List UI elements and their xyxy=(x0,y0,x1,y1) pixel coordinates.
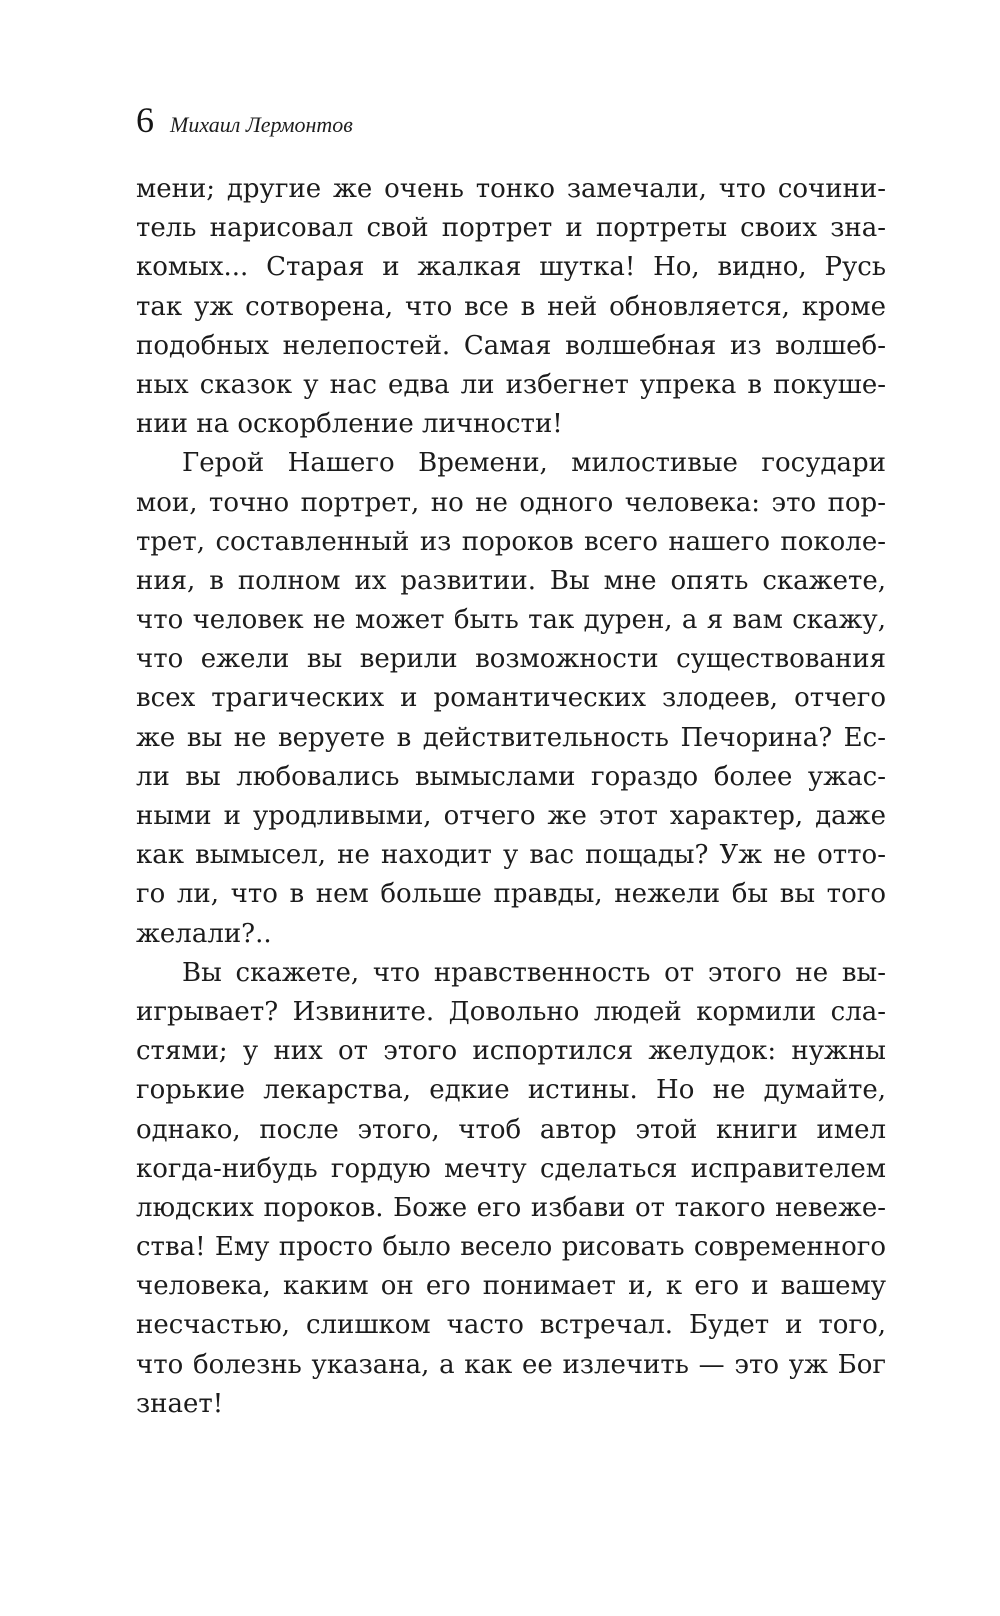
text-line: желали?.. xyxy=(136,918,272,949)
text-line: трет, составленный из пороков всего нашего поколе- xyxy=(136,526,886,557)
text-line: горькие лекарства, едкие истины. Но не думайте, xyxy=(136,1075,886,1106)
text-line: ных сказок у нас едва ли избегнет упрека в покуше- xyxy=(136,369,886,400)
paragraph xyxy=(136,444,886,953)
page-number: 6 xyxy=(136,100,154,140)
text-line: однако, после этого, чтоб автор этой книги имел xyxy=(136,1114,886,1145)
text-line: что болезнь указана, а как ее излечить — это уж Бог xyxy=(136,1349,886,1380)
text-line: как вымысел, не находит у вас пощады? Уж не отто- xyxy=(136,840,886,871)
text-line: стями; у них от этого испортился желудок: нужны xyxy=(136,1036,886,1067)
text-line: ными и уродливыми, отчего же этот характер, даже xyxy=(136,801,886,831)
text-line: знает! xyxy=(136,1388,224,1419)
text-line: что человек не может быть так дурен, а я вам скажу, xyxy=(136,605,886,636)
text-line: ли вы любовались вымыслами гораздо более ужас- xyxy=(136,761,886,792)
text-line: людских пороков. Боже его избави от такого невеже- xyxy=(136,1192,886,1223)
text-line: что ежели вы верили возможности существования xyxy=(136,644,886,675)
paragraph xyxy=(136,170,886,444)
text-line: мени; другие же очень тонко замечали, что сочини- xyxy=(136,174,886,204)
text-line: мои, точно портрет, но не одного человека: это пор- xyxy=(136,487,886,518)
text-line: так уж сотворена, что все в ней обновляется, кроме xyxy=(136,291,886,322)
text-line: игрывает? Извините. Довольно людей кормили сла- xyxy=(136,996,886,1027)
paragraph xyxy=(136,954,886,1424)
text-line: несчастью, слишком часто встречал. Будет и того, xyxy=(136,1310,886,1341)
text-line: когда-нибудь гордую мечту сделаться исправителем xyxy=(136,1153,886,1184)
text-line: же вы не веруете в действительность Печорина? Ес- xyxy=(136,722,886,753)
text-line: Вы скажете, что нравственность от этого не вы- xyxy=(182,957,886,988)
text-line: нии на оскорбление личности! xyxy=(136,409,563,440)
text-line: тель нарисовал свой портрет и портреты своих зна- xyxy=(136,213,886,244)
text-line: ния, в полном их развитии. Вы мне опять скажете, xyxy=(136,565,886,596)
text-line: всех трагических и романтических злодеев, отчего xyxy=(136,683,886,714)
text-line: ства! Ему просто было весело рисовать современного xyxy=(136,1232,886,1263)
running-head-author: Михаил Лермонтов xyxy=(170,112,353,137)
text-line: комых... Старая и жалкая шутка! Но, видно, Русь xyxy=(136,252,886,283)
body-text xyxy=(136,170,886,1424)
text-line: Герой Нашего Времени, милостивые государи xyxy=(182,448,886,479)
text-line: го ли, что в нем больше правды, нежели бы вы того xyxy=(136,879,886,910)
text-line: человека, каким он его понимает и, к его и вашему xyxy=(136,1271,886,1302)
text-line: подобных нелепостей. Самая волшебная из волшеб- xyxy=(136,330,886,361)
running-head xyxy=(136,98,353,142)
